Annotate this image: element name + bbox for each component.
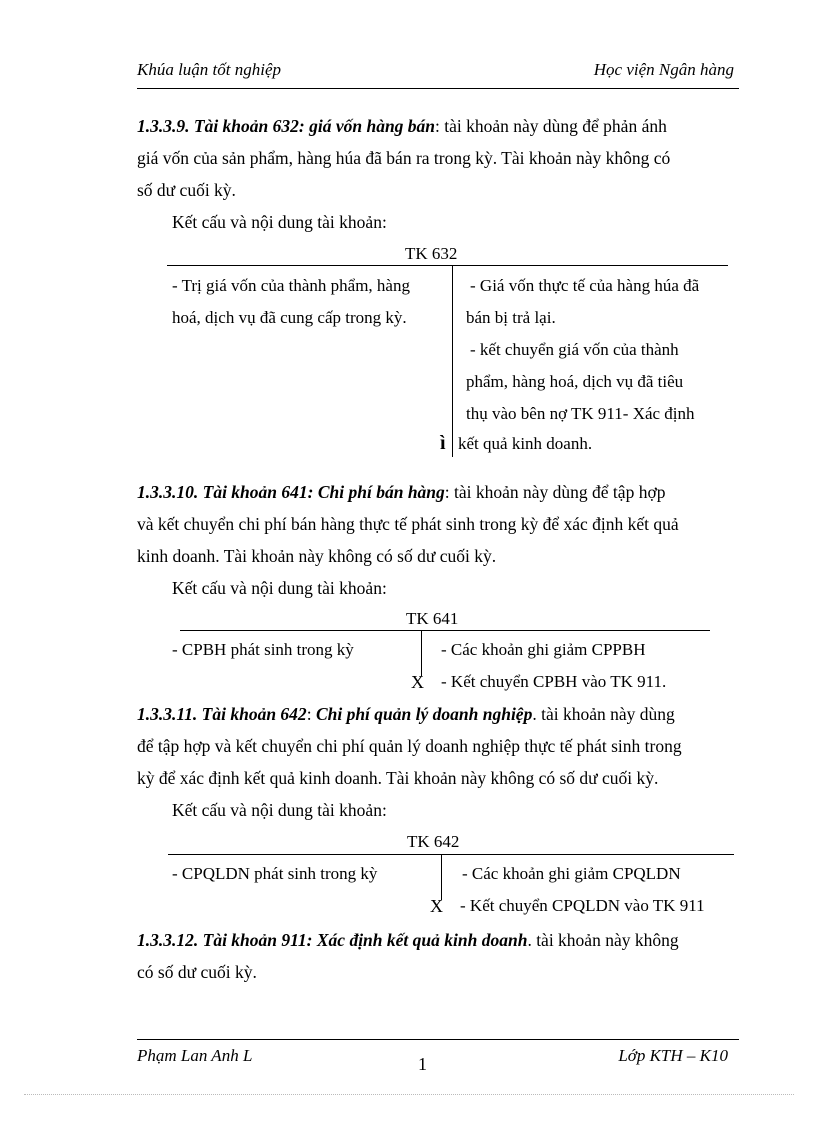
t-account-632-marker: ì — [440, 432, 446, 454]
section-632-heading: 1.3.3.9. Tài khoản 632: giá vốn hàng bán — [137, 116, 436, 136]
t-account-642-marker: X — [430, 896, 443, 916]
t-account-632-title: TK 632 — [405, 244, 458, 263]
t-account-642-vline — [441, 854, 442, 900]
structure-label-642: Kết cấu và nội dung tài khoản: — [172, 800, 387, 820]
page-number: 1 — [418, 1054, 427, 1074]
t-account-632-credit-line: bán bị trả lại. — [466, 308, 556, 327]
page-edge-dotted-line — [24, 1094, 794, 1095]
section-641-text: 1.3.3.10. Tài khoản 641: Chi phí bán hàng: tài khoản này dùng để tập hợp và kết chuyển chi phí bán hàng thực tế phát sinh trong kỳ để xác định kết quả kinh doanh. Tài khoản này không có số dư cuối kỳ. — [137, 482, 679, 566]
t-account-632-credit-line: thụ vào bên nợ TK 911- Xác định — [466, 404, 695, 423]
t-account-632-hline — [167, 265, 728, 266]
header-left: Khúa luận tốt nghiệp — [137, 60, 282, 79]
t-account-632-debit-line: hoá, dịch vụ đã cung cấp trong kỳ. — [172, 308, 407, 327]
t-account-632-credit-line: - kết chuyển giá vốn của thành — [470, 340, 679, 359]
footer-rule — [137, 1039, 739, 1040]
footer-right: Lớp KTH – K10 — [618, 1046, 728, 1065]
t-account-632-vline — [452, 265, 453, 457]
t-account-642-credit-line: - Kết chuyển CPQLDN vào TK 911 — [460, 896, 705, 915]
t-account-641-title: TK 641 — [406, 609, 459, 628]
t-account-632-credit-line: - Giá vốn thực tế của hàng húa đã — [470, 276, 700, 295]
header-rule — [137, 88, 739, 89]
t-account-641-hline — [180, 630, 710, 631]
t-account-641-credit-line: - Các khoản ghi giảm CPPBH — [441, 640, 646, 659]
header-right: Học viện Ngân hàng — [593, 60, 734, 79]
section-642-heading: 1.3.3.11. Tài khoản 642 — [137, 704, 307, 724]
t-account-642-title: TK 642 — [407, 832, 460, 851]
t-account-641-credit-line: - Kết chuyển CPBH vào TK 911. — [441, 672, 667, 691]
t-account-632-debit-line: - Trị giá vốn của thành phẩm, hàng — [172, 276, 410, 295]
t-account-632-credit-line: phẩm, hàng hoá, dịch vụ đã tiêu — [466, 372, 684, 391]
section-632-text: 1.3.3.9. Tài khoản 632: giá vốn hàng bán: tài khoản này dùng để phản ánh giá vốn của sản phẩm, hàng húa đã bán ra trong kỳ. Tài khoản này không có số dư cuối kỳ. — [137, 116, 671, 200]
section-911-text: 1.3.3.12. Tài khoản 911: Xác định kết quả kinh doanh. tài khoản này không có số dư cuối kỳ. — [137, 930, 679, 982]
t-account-641-marker: X — [411, 672, 424, 692]
t-account-641-vline — [421, 630, 422, 676]
structure-label-641: Kết cấu và nội dung tài khoản: — [172, 578, 387, 598]
t-account-632-credit-line: kết quả kinh doanh. — [458, 434, 593, 453]
structure-label-632: Kết cấu và nội dung tài khoản: — [172, 212, 387, 232]
t-account-641-debit-line: - CPBH phát sinh trong kỳ — [172, 640, 354, 659]
t-account-642-credit-line: - Các khoản ghi giảm CPQLDN — [462, 864, 681, 883]
section-911-heading: 1.3.3.12. Tài khoản 911: Xác định kết quả kinh doanh — [137, 930, 528, 950]
section-641-heading: 1.3.3.10. Tài khoản 641: Chi phí bán hàng — [137, 482, 445, 502]
footer-left: Phạm Lan Anh L — [137, 1046, 253, 1065]
t-account-642-hline — [168, 854, 734, 855]
section-642-text: 1.3.3.11. Tài khoản 642: Chi phí quản lý doanh nghiệp. tài khoản này dùng để tập hợp và kết chuyển chi phí quản lý doanh nghiệp thực tế phát sinh trong kỳ để xác định kết quả kinh doanh. Tài khoản này không có số dư cuối kỳ. — [137, 704, 682, 788]
t-account-642-debit-line: - CPQLDN phát sinh trong kỳ — [172, 864, 378, 883]
